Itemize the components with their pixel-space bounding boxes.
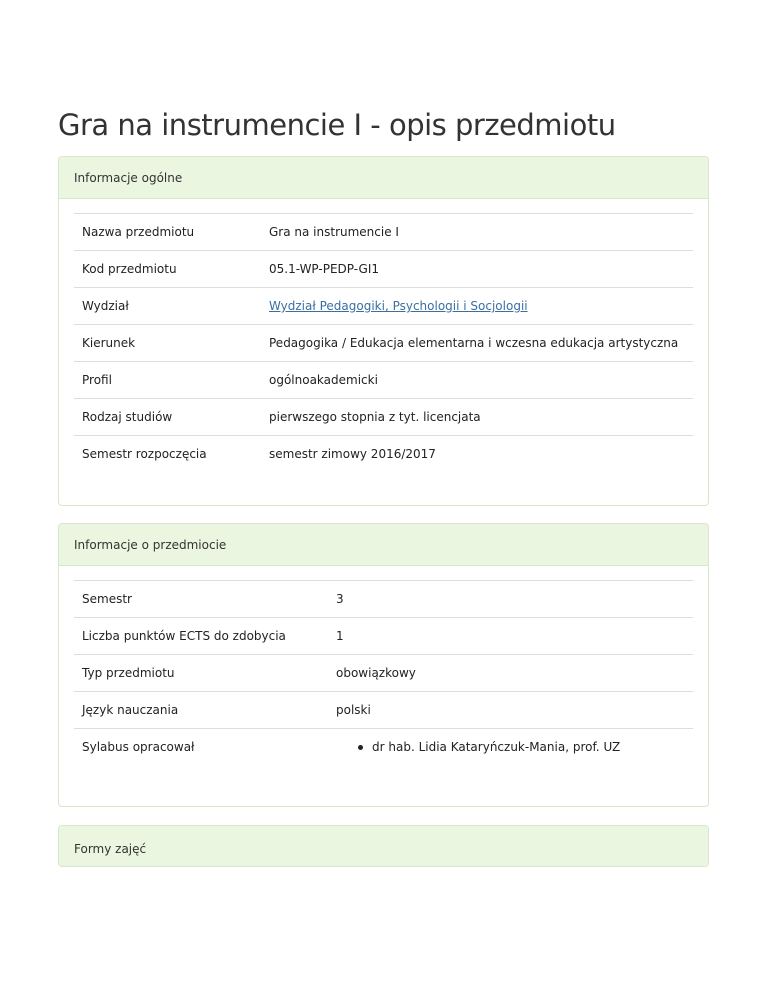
table-row [74, 436, 693, 473]
row-value: Pedagogika / Edukacja elementarna i wczesna edukacja artystyczna [269, 336, 679, 350]
row-label: Typ przedmiotu [82, 666, 175, 680]
table-row [74, 251, 693, 288]
row-label: Profil [82, 373, 112, 387]
table-row [74, 362, 693, 399]
course-info-panel [58, 523, 709, 807]
general-info-body [59, 199, 708, 472]
row-value: obowiązkowy [336, 666, 416, 680]
table-row [74, 692, 693, 729]
course-info-heading: Informacje o przedmiocie [59, 524, 708, 566]
faculty-link[interactable]: Wydział Pedagogiki, Psychologii i Socjologii [269, 299, 528, 313]
row-value: 1 [336, 629, 344, 643]
general-info-table [74, 213, 693, 472]
row-label: Sylabus opracował [82, 740, 195, 754]
row-label: Semestr rozpoczęcia [82, 447, 207, 461]
table-row [74, 581, 693, 618]
table-row [74, 288, 693, 325]
row-value: ogólnoakademicki [269, 373, 378, 387]
row-value-cell [328, 729, 693, 766]
table-row [74, 618, 693, 655]
row-value-cell [261, 288, 693, 325]
row-value: semestr zimowy 2016/2017 [269, 447, 436, 461]
bullet-icon [358, 745, 363, 750]
class-forms-heading: Formy zajęć [59, 826, 708, 866]
course-info-table [74, 580, 693, 765]
general-info-panel [58, 156, 709, 506]
page-title: Gra na instrumencie I - opis przedmiotu [58, 108, 616, 142]
row-label: Liczba punktów ECTS do zdobycia [82, 629, 286, 643]
table-row [74, 214, 693, 251]
row-value: 05.1-WP-PEDP-GI1 [269, 262, 380, 276]
course-info-body [59, 566, 708, 765]
row-label: Kod przedmiotu [82, 262, 177, 276]
row-value: 3 [336, 592, 344, 606]
row-label: Rodzaj studiów [82, 410, 173, 424]
row-value: Gra na instrumencie I [269, 225, 399, 239]
general-info-heading: Informacje ogólne [59, 157, 708, 199]
row-label: Wydział [82, 299, 129, 313]
table-row [74, 399, 693, 436]
table-row [74, 729, 693, 766]
row-label: Nazwa przedmiotu [82, 225, 195, 239]
row-label: Semestr [82, 592, 132, 606]
table-row [74, 325, 693, 362]
class-forms-panel [58, 825, 709, 867]
author-list [336, 740, 685, 754]
row-value: pierwszego stopnia z tyt. licencjata [269, 410, 481, 424]
author-name: dr hab. Lidia Kataryńczuk-Mania, prof. UZ [372, 740, 621, 754]
list-item [336, 740, 685, 754]
table-row [74, 655, 693, 692]
row-label: Kierunek [82, 336, 136, 350]
row-value: polski [336, 703, 371, 717]
row-label: Język nauczania [82, 703, 179, 717]
